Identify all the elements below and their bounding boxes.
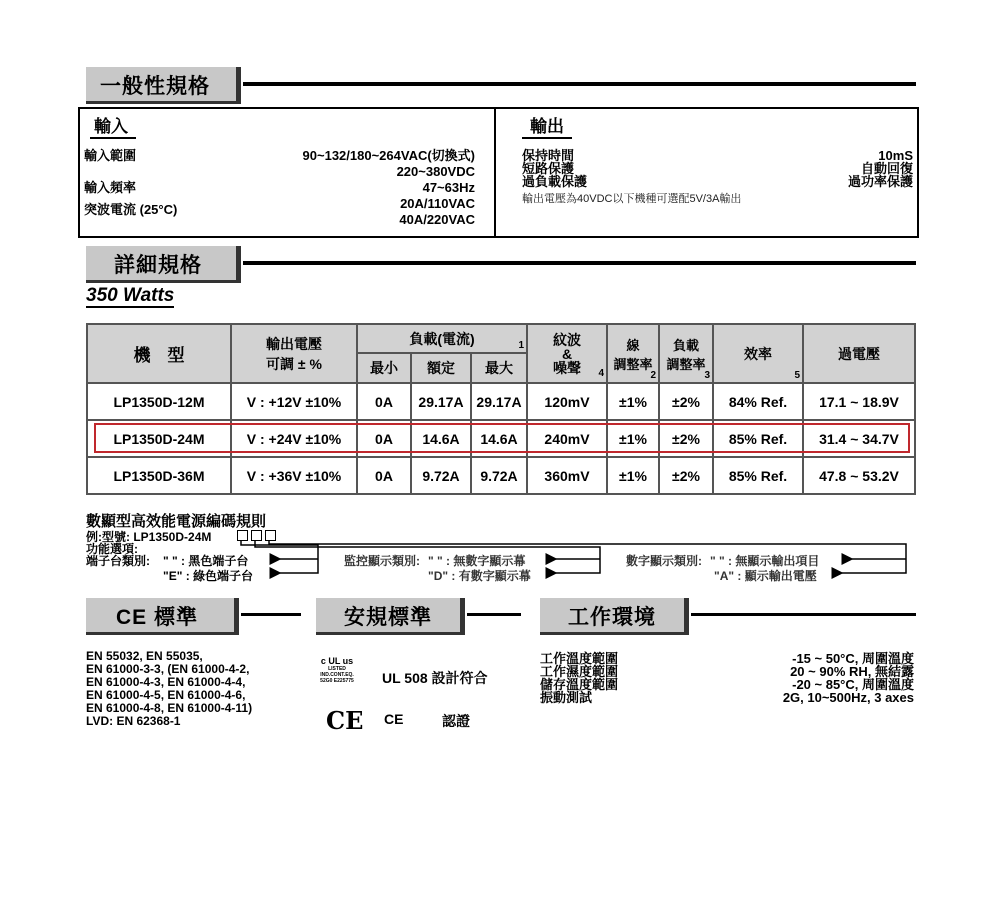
cell-ovp: 17.1 ~ 18.9V (803, 383, 915, 420)
output-label-overload: 過負載保護 (522, 174, 588, 189)
cell-ovp: 31.4 ~ 34.7V (803, 420, 915, 457)
ce-mark-icon: CE (326, 706, 364, 735)
cell-min: 0A (357, 457, 411, 494)
digit-label: 數字顯示類別: (626, 554, 702, 568)
cell-rated: 29.17A (411, 383, 471, 420)
env-header (540, 598, 916, 632)
input-value-inrush-220: 40A/220VAC (399, 212, 475, 227)
ce-line: LVD: EN 62368-1 (86, 714, 181, 728)
env-label: 工作溫度範圍 (540, 651, 619, 666)
th-voltage: 輸出電壓 可調 ± % (231, 324, 357, 383)
cell-line: ±1% (607, 383, 659, 420)
th-rated: 額定 (411, 353, 471, 383)
digit-a: "A" : 顯示輸出電壓 (714, 569, 817, 583)
output-note: 輸出電壓為40VDC以下機種可選配5V/3A輸出 (522, 193, 742, 205)
th-ripple: 紋波 & 噪聲 4 (527, 324, 607, 383)
ce-header (86, 598, 301, 632)
monitor-blank: " " : 無數字顯示幕 (428, 554, 526, 568)
terminal-bracket (241, 541, 318, 573)
input-value-range: 90~132/180~264VAC(切換式) (302, 148, 475, 163)
ce-list (86, 650, 252, 728)
th-line-reg: 線 調整率 2 (607, 324, 659, 383)
cell-line: ±1% (607, 457, 659, 494)
ce-cert-text: 認證 (442, 713, 470, 729)
env-value: -15 ~ 50°C, 周圍溫度 (792, 651, 914, 666)
env-label: 振動測試 (540, 690, 593, 705)
cell-rated: 9.72A (411, 457, 471, 494)
cell-voltage: V : +12V ±10% (231, 383, 357, 420)
safety-header (316, 598, 521, 632)
th-model: 機 型 (87, 324, 231, 383)
env-value: 2G, 10~500Hz, 3 axes (782, 690, 914, 705)
input-label-range: 輸入範圍 (84, 148, 137, 163)
cell-ripple: 120mV (527, 383, 607, 420)
output-value-overload: 過功率保護 (847, 174, 913, 189)
input-value-inrush-110: 20A/110VAC (400, 196, 475, 211)
digit-bracket (269, 541, 906, 573)
cell-max: 9.72A (471, 457, 527, 494)
ce-line: EN 61000-4-3, EN 61000-4-4, (86, 675, 246, 689)
monitor-label: 監控顯示類別: (344, 554, 420, 568)
cell-max: 29.17A (471, 383, 527, 420)
cell-line: ±1% (607, 420, 659, 457)
ul-text: UL 508 設計符合 (382, 670, 488, 686)
monitor-d: "D" : 有數字顯示幕 (428, 569, 531, 583)
cell-model: LP1350D-12M (87, 383, 231, 420)
ce-line: EN 61000-4-5, EN 61000-4-6, (86, 688, 246, 702)
coding-function: 功能選項: (86, 542, 138, 556)
output-label-short: 短路保護 (522, 161, 575, 176)
cell-eff: 85% Ref. (713, 420, 803, 457)
general-spec-title: 一般性規格 (100, 75, 210, 98)
cell-eff: 85% Ref. (713, 457, 803, 494)
env-label: 儲存溫度範圍 (540, 677, 619, 692)
input-title: 輸入 (90, 112, 136, 139)
env-title: 工作環境 (568, 606, 656, 629)
ce-line: EN 61000-4-8, EN 61000-4-11) (86, 701, 253, 715)
cell-min: 0A (357, 383, 411, 420)
cell-min: 0A (357, 420, 411, 457)
coding-example: 例:型號: LP1350D-24M (86, 530, 212, 544)
env-label: 工作濕度範圍 (540, 664, 619, 679)
input-value-freq: 47~63Hz (422, 180, 475, 195)
output-title: 輸出 (522, 112, 572, 139)
digit-blank: " " : 無顯示輸出項目 (710, 554, 820, 568)
cell-load: ±2% (659, 383, 713, 420)
terminal-label: 端子台類別: (86, 554, 150, 568)
cell-ovp: 47.8 ~ 53.2V (803, 457, 915, 494)
terminal-e: "E" : 綠色端子台 (163, 569, 254, 583)
output-value-short: 自動回復 (860, 161, 913, 176)
cell-voltage: V : +24V ±10% (231, 420, 357, 457)
ul-logo: c UL us LISTED IND.CONT.EQ. 52G0 E225775 (320, 656, 354, 684)
env-value: -20 ~ 85°C, 周圍溫度 (792, 677, 914, 692)
th-load: 負載(電流) 1 (357, 324, 527, 353)
monitor-bracket (255, 541, 600, 573)
th-load-reg: 負載 調整率 3 (659, 324, 713, 383)
cell-load: ±2% (659, 457, 713, 494)
th-ovp: 過電壓 (803, 324, 915, 383)
input-value-dc: 220~380VDC (396, 164, 475, 179)
ce-cert-label: CE (384, 711, 404, 727)
coding-title: 數顯型高效能電源編碼規則 (86, 513, 267, 530)
input-label-freq: 輸入頻率 (84, 180, 137, 195)
cell-load: ±2% (659, 420, 713, 457)
cell-ripple: 240mV (527, 420, 607, 457)
cell-ripple: 360mV (527, 457, 607, 494)
detail-spec-title: 詳細規格 (114, 254, 202, 277)
ce-title: CE 標準 (116, 606, 199, 629)
th-max: 最大 (471, 353, 527, 383)
terminal-blank: " " : 黑色端子台 (163, 554, 249, 568)
output-label-hold: 保持時間 (522, 148, 575, 163)
ce-line: EN 61000-3-3, (EN 61000-4-2, (86, 662, 250, 676)
cell-max: 14.6A (471, 420, 527, 457)
output-value-hold: 10mS (878, 148, 913, 163)
input-label-inrush: 突波電流 (25°C) (84, 202, 178, 217)
env-value: 20 ~ 90% RH, 無結露 (790, 664, 914, 679)
cell-voltage: V : +36V ±10% (231, 457, 357, 494)
th-efficiency: 效率 5 (713, 324, 803, 383)
cell-eff: 84% Ref. (713, 383, 803, 420)
cell-model: LP1350D-24M (87, 420, 231, 457)
cell-model: LP1350D-36M (87, 457, 231, 494)
th-min: 最小 (357, 353, 411, 383)
safety-title: 安規標準 (344, 606, 432, 629)
cell-rated: 14.6A (411, 420, 471, 457)
ce-line: EN 55032, EN 55035, (86, 649, 203, 663)
power-title: 350 Watts (86, 285, 175, 306)
